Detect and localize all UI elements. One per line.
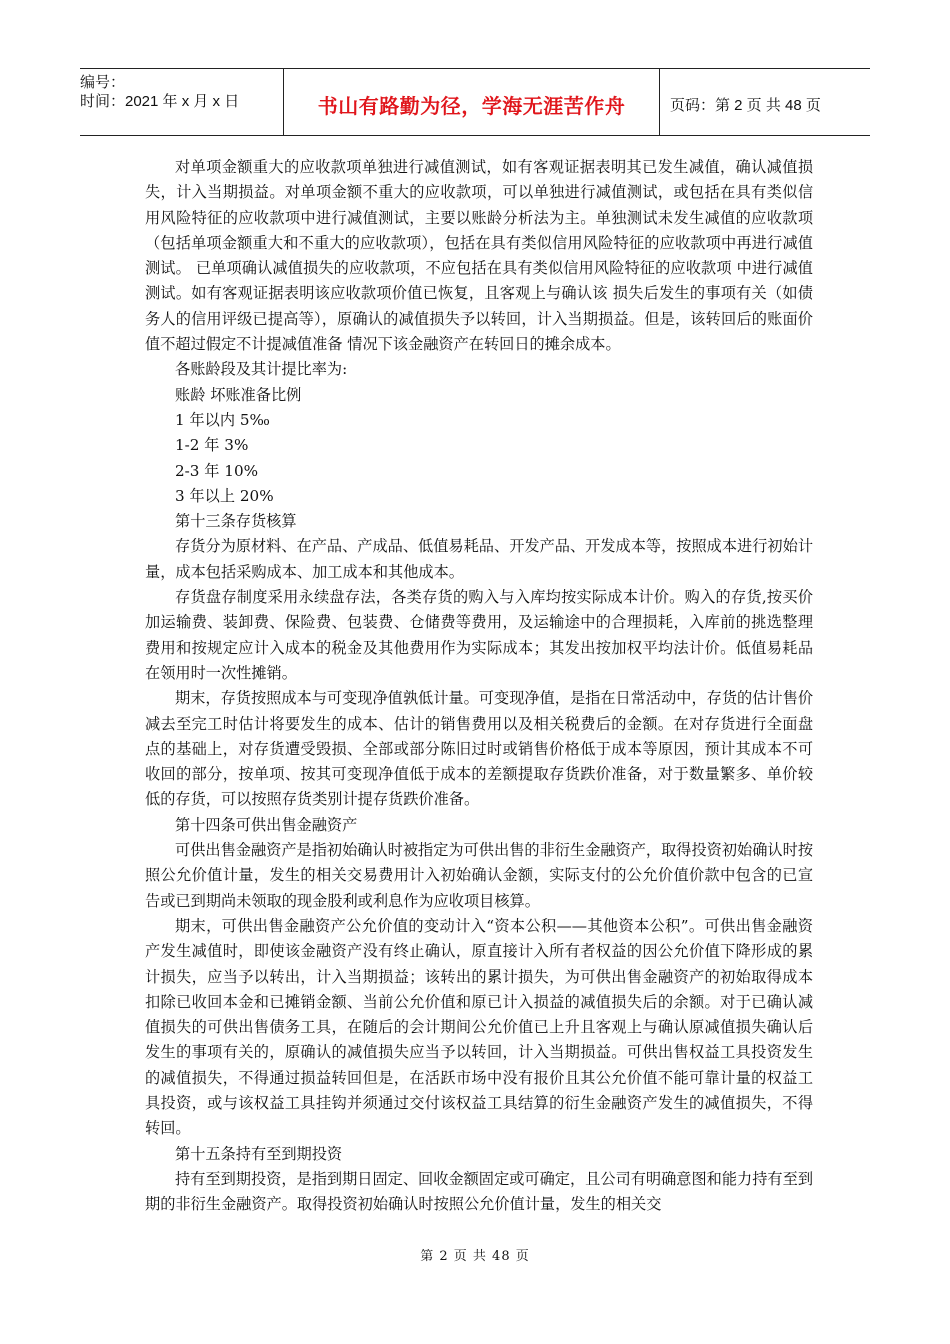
- header-meta: [80, 69, 284, 135]
- paragraph-afs-definition: 可供出售金融资产是指初始确认时被指定为可供出售的非衍生金融资产，取得投资初始确认时按照公允价值计量，发生的相关交易费用计入初始确认金额，实际支付的公允价值价款中包含的已宣告或已到期尚未领取的现金股利或利息作为应收项目核算。: [145, 841, 813, 910]
- header-page-info: 页码：第 2 页 共 48 页: [670, 96, 821, 114]
- paragraph-htm-definition: 持有至到期投资，是指到期日固定、回收金额固定或可确定，且公司有明确意图和能力持有至到期的非衍生金融资产。取得投资初始确认时按照公允价值计量，发生的相关交: [145, 1169, 813, 1214]
- section-heading-15: 第十五条持有至到期投资: [175, 1144, 343, 1163]
- section-heading-13: 第十三条存货核算: [175, 512, 297, 531]
- paragraph-afs-period-end: 期末，可供出售金融资产公允价值的变动计入“资本公积——其他资本公积”。可供出售金融资产发生减值时，即使该金融资产没有终止确认，原直接计入所有者权益的因公允价值下降形成的累计损失，应当予以转出，计入当期损益；该转出的累计损失，为可供出售金融资产的初始取得成本扣除已收回本金和已摊销金额、当前公允价值和原已计入损益的减值损失后的余额。对于已确认减值损失的可供出售债务工具，在随后的会计期间公允价值已上升且客观上与确认原减值损失确认后发生的事项有关的，原确认的减值损失应当予以转回，计入当期损益。可供出售权益工具投资发生的减值损失，不得通过损益转回但是，在活跃市场中没有报价且其公允价值不能可靠计量的权益工具投资，或与该权益工具挂钩并须通过交付该权益工具结算的衍生金融资产发生的减值损失，不得转回。: [145, 916, 813, 1138]
- document-number-label: 编号：: [80, 74, 126, 91]
- section-heading-14: 第十四条可供出售金融资产: [175, 815, 358, 834]
- paragraph-inventory-period-end: 期末，存货按照成本与可变现净值孰低计量。可变现净值，是指在日常活动中，存货的估计售价减去至完工时估计将要发生的成本、估计的销售费用以及相关税费后的金额。在对存货进行全面盘点的基础上，对存货遭受毁损、全部或部分陈旧过时或销售价格低于成本等原因，预计其成本不可收回的部分，按单项、按其可变现净值低于成本的差额提取存货跌价准备，对于数量繁多、单价较低的存货，可以按照存货类别计提存货跌价准备。: [145, 689, 813, 809]
- paragraph-receivables-impairment: 对单项金额重大的应收款项单独进行减值测试，如有客观证据表明其已发生减值，确认减值损失，计入当期损益。对单项金额不重大的应收款项，可以单独进行减值测试，或包括在具有类似信用风险特征的应收款项中进行减值测试，主要以账龄分析法为主。单独测试未发生减值的应收款项（包括单项金额重大和不重大的应收款项），包括在具有类似信用风险特征的应收款项中再进行减值测试。 已单项确认减值损失的应收款项，不应包括在具有类似信用风险特征的应收款项 中进行减值测试。如有客观证据表明该应收款项价值已恢复，且客观上与确认该 损失后发生的事项有关（如债务人的信用评级已提高等），原确认的减值损失予以转回，计入当期损益。但是，该转回后的账面价值不超过假定不计提减值准备 情况下该金融资产在转回日的摊余成本。: [145, 158, 813, 354]
- aging-row: 1 年以内 5‰: [175, 410, 270, 429]
- header-motto: 书山有路勤为径，学海无涯苦作舟: [284, 69, 660, 135]
- page-header: [80, 68, 870, 136]
- aging-rate-intro: 各账龄段及其计提比率为:: [175, 360, 348, 379]
- page-footer: 第 2 页 共 48 页: [420, 1249, 530, 1264]
- aging-table-header: 账龄 坏账准备比例: [175, 385, 302, 404]
- document-date: 时间：2021 年 x 月 x 日: [80, 93, 240, 110]
- paragraph-inventory-classification: 存货分为原材料、在产品、产成品、低值易耗品、开发产品、开发成本等，按照成本进行初始计量，成本包括采购成本、加工成本和其他成本。: [145, 537, 813, 581]
- document-body: [145, 155, 813, 1217]
- aging-row: 1-2 年 3%: [175, 436, 249, 455]
- paragraph-inventory-count: 存货盘存制度采用永续盘存法，各类存货的购入与入库均按实际成本计价。购入的存货,按买价加运输费、装卸费、保险费、包装费、仓储费等费用，及运输途中的合理损耗，入库前的挑选整理费用和按规定应计入成本的税金及其他费用作为实际成本；其发出按加权平均法计价。低值易耗品在领用时一次性摊销。: [145, 588, 813, 682]
- aging-row: 3 年以上 20%: [175, 486, 274, 505]
- aging-row: 2-3 年 10%: [175, 461, 259, 480]
